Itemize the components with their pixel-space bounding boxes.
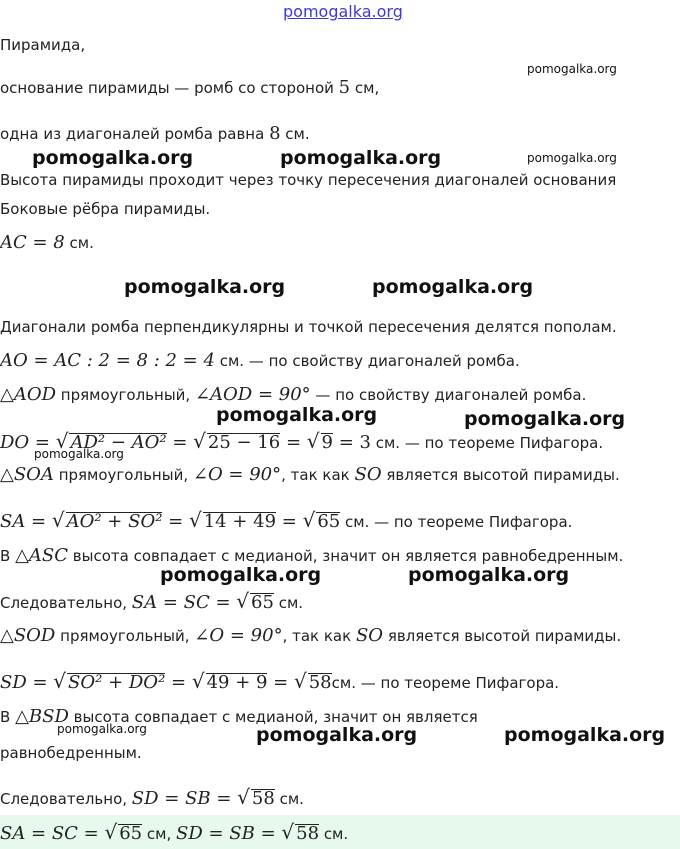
math: AD² − AO² — [70, 432, 167, 453]
math: △SOA — [0, 464, 54, 485]
text: см. — по теореме Пифагора. — [331, 674, 560, 692]
text-line — [0, 77, 379, 99]
math: 25 − 16 — [207, 432, 281, 453]
math: AC = 8 — [0, 232, 65, 253]
math: SD = — [0, 672, 54, 693]
text: см, — [142, 825, 177, 843]
text: , так как — [281, 466, 355, 484]
math: = — [276, 511, 303, 532]
text: прямоугольный, — [55, 627, 195, 645]
math-line — [0, 350, 520, 372]
text: В — [0, 547, 16, 565]
text: Высота пирамиды проходит через точку пересечения диагоналей основания — [0, 171, 617, 189]
text-line — [0, 316, 617, 338]
watermark: pomogalka.org — [216, 404, 378, 426]
math-line: Следовательно, SA = SC = √ 65 см. — [0, 589, 304, 613]
math-line: DO = √ AD² − AO² = √ 25 − 16 = √ 9 = 3 см. — по теореме Пифагора. — [0, 429, 604, 453]
text: Диагонали ромба перпендикулярны и точкой пересечения делятся пополам. — [0, 318, 617, 336]
math: SA = SC = — [131, 592, 237, 613]
math: AO² + SO² — [66, 511, 163, 532]
watermark: pomogalka.org — [504, 724, 666, 746]
text: одна из диагоналей ромба равна — [0, 125, 270, 143]
watermark: pomogalka.org — [124, 276, 286, 298]
text-line — [0, 198, 210, 220]
math: 65 — [119, 823, 143, 844]
math: 65 — [251, 592, 274, 613]
watermark-top[interactable]: pomogalka.org — [283, 2, 403, 21]
math-line: SA = √ AO² + SO² = √ 14 + 49 = √ 65 см. — по теореме Пифагора. — [0, 508, 573, 532]
text: см. — по свойству диагоналей ромба. — [214, 352, 520, 370]
math: SD = SB = — [176, 823, 282, 844]
math: 58 — [296, 823, 320, 844]
math-line — [0, 384, 586, 406]
math: △BSD — [15, 706, 69, 727]
math: ∠O = 90° — [194, 625, 283, 646]
math: △SOD — [0, 625, 56, 646]
math: SO — [355, 625, 384, 646]
watermark: pomogalka.org — [280, 147, 442, 169]
math: = — [280, 432, 307, 453]
math-line — [0, 232, 94, 254]
text-line — [0, 123, 310, 145]
math: SO² + DO² — [68, 672, 166, 693]
text: — по свойству диагоналей ромба. — [310, 386, 587, 404]
answer-line: SA = SC = √ 65 см, SD = SB = √ 58 см. — [0, 820, 349, 844]
math: △AOD — [0, 384, 57, 405]
math-line — [0, 706, 478, 728]
text: см. — [319, 825, 349, 843]
watermark: pomogalka.org — [32, 147, 194, 169]
math: △ASC — [15, 545, 69, 566]
math: = — [267, 672, 294, 693]
math: 49 + 9 — [206, 672, 268, 693]
math: DO = — [0, 432, 56, 453]
math: 8 — [269, 123, 281, 144]
math: SO — [354, 464, 382, 485]
text: высота совпадает с медианой, значит он является равнобедренным. — [68, 547, 624, 565]
text: см. — [273, 594, 304, 612]
math: SA = — [0, 511, 52, 532]
text: см. — [274, 790, 304, 808]
text: Пирамида, — [0, 36, 86, 54]
math-line — [0, 545, 623, 567]
text: см. — [64, 234, 94, 252]
watermark: pomogalka.org — [408, 564, 570, 586]
math-line: SD = √ SO² + DO² = √ 49 + 9 = √ 58см. — по теореме Пифагора. — [0, 669, 560, 693]
text: см. — по теореме Пифагора. — [370, 434, 604, 452]
math: 9 — [321, 432, 333, 453]
watermark: pomogalka.org — [372, 276, 534, 298]
math-line: Следовательно, SD = SB = √ 58 см. — [0, 785, 304, 809]
math: 65 — [317, 511, 341, 532]
text: является высотой пирамиды. — [383, 627, 622, 645]
math: = — [166, 432, 194, 453]
text-line — [0, 34, 85, 56]
math: 14 + 49 — [203, 511, 277, 532]
text: см. — [280, 125, 310, 143]
watermark: pomogalka.org — [34, 447, 124, 461]
text: прямоугольный, — [56, 386, 195, 404]
watermark: pomogalka.org — [527, 151, 617, 165]
text: Следовательно, — [0, 594, 132, 612]
math: 5 — [338, 77, 351, 98]
math: AO = AC : 2 = 8 : 2 = 4 — [0, 350, 215, 371]
text: В — [0, 708, 16, 726]
math: SD = SB = — [131, 788, 238, 809]
math: 58 — [308, 672, 332, 693]
text-line — [0, 169, 616, 191]
text: равнобедренным. — [0, 744, 142, 762]
text: прямоугольный, — [53, 466, 193, 484]
math: = 3 — [332, 432, 371, 453]
math: = — [162, 511, 189, 532]
text-line — [0, 742, 142, 764]
watermark: pomogalka.org — [464, 408, 626, 430]
watermark: pomogalka.org — [57, 722, 147, 736]
math-line — [0, 464, 620, 486]
watermark: pomogalka.org — [160, 564, 322, 586]
text: основание пирамиды — ромб со стороной — [0, 79, 339, 97]
text: является высотой пирамиды. — [381, 466, 620, 484]
text: Следовательно, — [0, 790, 132, 808]
math-line — [0, 625, 621, 647]
math: = — [165, 672, 192, 693]
text: высота совпадает с медианой, значит он является — [68, 708, 478, 726]
math: ∠O = 90° — [192, 464, 282, 485]
watermark: pomogalka.org — [527, 62, 617, 76]
text: , так как — [282, 627, 356, 645]
math: ∠AOD = 90° — [194, 384, 311, 405]
watermark: pomogalka.org — [256, 724, 418, 746]
text: Боковые рёбра пирамиды. — [0, 200, 211, 218]
math: SA = SC = — [0, 823, 105, 844]
math: 58 — [251, 788, 275, 809]
text: см, — [350, 79, 380, 97]
text: см. — по теореме Пифагора. — [340, 513, 573, 531]
